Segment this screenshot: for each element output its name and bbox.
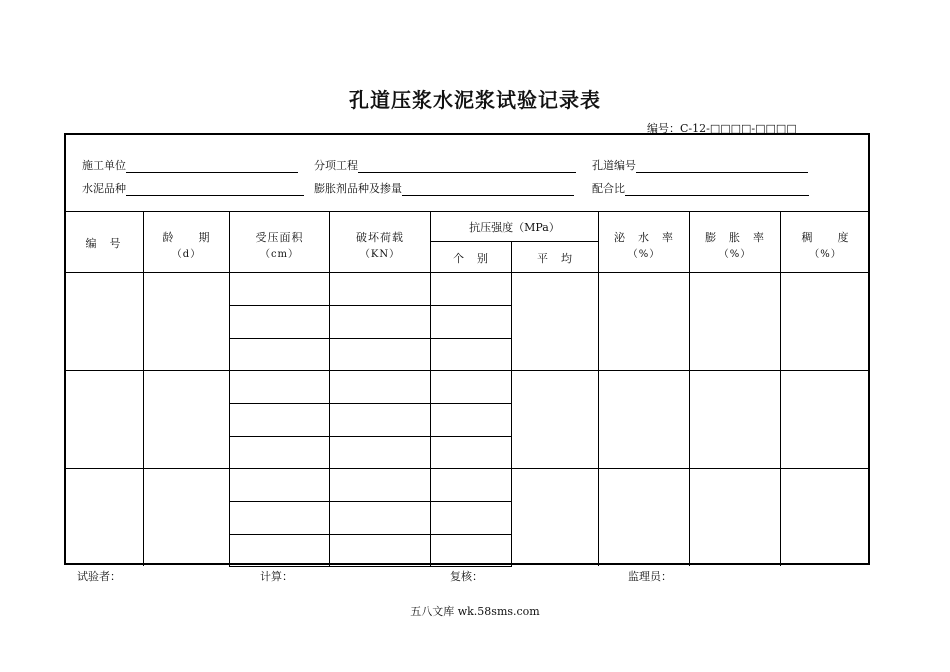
group-divider-1 [64,370,870,371]
site-watermark: 五八文库 wk.58sms.com [410,605,540,618]
header-age [144,229,229,260]
form-code-label: 编号： [647,122,680,135]
header-individual [431,250,511,266]
header-area-unit: （cm） [259,249,300,260]
col-line [229,211,230,567]
reviewer-label: 复核： [450,570,483,583]
mix-ratio-field[interactable] [592,180,809,196]
header-bottom-line [64,272,870,273]
header-strength-label: 抗压强度（MPa） [469,221,560,234]
subrow-line [229,566,511,567]
sub-project-field[interactable] [314,157,576,173]
subrow-line [229,501,511,502]
header-age-unit: （d） [171,249,202,260]
form-code-value: C-12-□□□□-□□□□ [680,122,797,135]
header-area [230,229,329,260]
supervisor-label: 监理员： [628,570,672,583]
calculator-label: 计算： [260,570,293,583]
header-consistency-unit: （%） [809,249,842,260]
header-number-label: 编 号 [85,237,122,250]
header-strength [431,219,598,235]
header-average-label: 平 均 [537,252,573,265]
page-title: 孔道压浆水泥浆试验记录表 [349,88,601,112]
header-consistency [781,229,870,260]
header-load-unit: （KN） [359,249,401,260]
cement-type-label: 水泥品种 [82,182,126,195]
subrow-line [229,403,511,404]
tester-label: 试验者： [77,570,121,583]
header-bleeding-label: 泌 水 率 [614,231,674,244]
col-line [329,211,330,567]
header-expansion [690,229,780,260]
expansion-agent-label: 膨胀剂品种及掺量 [314,182,402,195]
cement-type-field[interactable] [82,180,304,196]
duct-number-label: 孔道编号 [592,159,636,172]
col-line [689,211,690,566]
header-average [512,250,598,266]
expansion-agent-field[interactable] [314,180,574,196]
header-expansion-label: 膨 胀 率 [705,231,765,244]
col-line [598,211,599,566]
col-line [511,241,512,567]
header-individual-label: 个 别 [453,252,489,265]
header-age-label: 龄 期 [162,231,211,244]
mix-ratio-label: 配合比 [592,182,625,195]
duct-number-field[interactable] [592,157,808,173]
construction-unit-field[interactable] [82,157,298,173]
header-number [64,235,143,251]
header-bleeding [599,229,689,260]
header-consistency-label: 稠 度 [801,231,850,244]
header-load-label: 破坏荷载 [356,231,404,244]
subrow-line [229,338,511,339]
header-expansion-unit: （%） [718,249,752,260]
subrow-line [229,436,511,437]
header-area-label: 受压面积 [255,231,304,244]
header-bleeding-unit: （%） [627,249,661,260]
subrow-line [229,305,511,306]
group-divider-2 [64,468,870,469]
subrow-line [229,534,511,535]
sub-project-label: 分项工程 [314,159,358,172]
col-line [143,211,144,566]
col-line [780,211,781,566]
header-top-line [64,211,870,212]
header-load [330,229,430,260]
strength-subheader-line [431,241,598,242]
construction-unit-label: 施工单位 [82,159,126,172]
